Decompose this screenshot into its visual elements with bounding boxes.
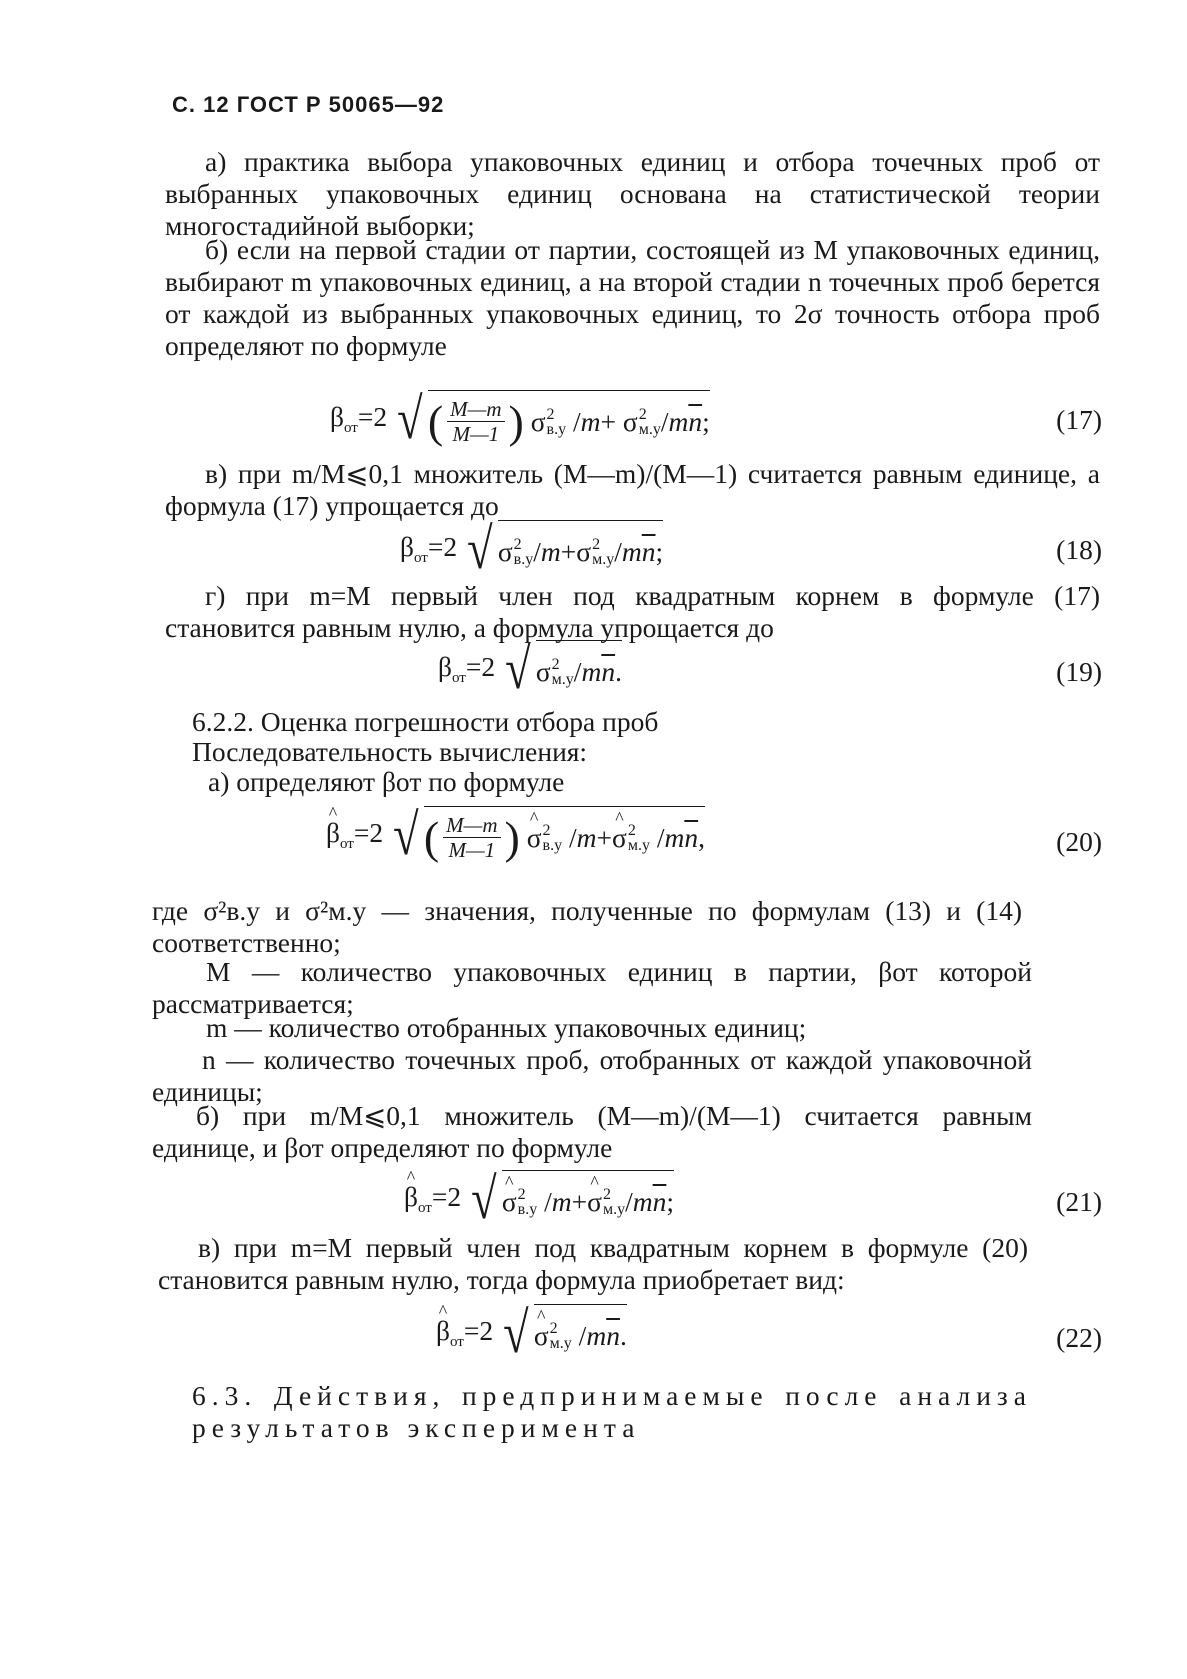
eq-number-19: (19) [1056,656,1102,687]
section-622-v: в) при m=M первый член под квадратным корнем в формуле (20) становится равным нулю, тогда формула приобретает вид: [158,1232,1028,1295]
section-622-sequence: Последовательность вычисления: [192,736,588,767]
page-header: С. 12 ГОСТ Р 50065—92 [172,92,445,117]
where-clause: где σ²в.у и σ²м.у — значения, полученные по формулам (13) и (14) соответственно; [152,895,1022,958]
eq-number-22: (22) [1056,1322,1102,1353]
paragraph-g: г) при m=M первый член под квадратным корнем в формуле (17) становится равным нулю, а формула упрощается до [165,580,1100,643]
paragraph-b: б) если на первой стадии от партии, состоящей из M упаковочных единиц, выбирают m упаковочных единиц, а на второй стадии n точечных проб берется от каждой из выбранных упаковочных единиц, то 2σ точность отбора проб определяют по формуле [165,234,1100,361]
eq-number-17: (17) [1056,404,1102,435]
definition-n: n — количество точечных проб, отобранных от каждой упаковочной единицы; [152,1044,1032,1107]
paragraph-a: а) практика выбора упаковочных единиц и отбора точечных проб от выбранных упаковочных единиц основана на статистической теории многостадийной выборки; [165,146,1100,241]
eq-number-18: (18) [1056,534,1102,565]
definition-M: M — количество упаковочных единиц в партии, βот которой рассматривается; [152,956,1032,1019]
section-622-b: б) при m/M⩽0,1 множитель (M—m)/(M—1) считается равным единице, и βот определяют по формуле [152,1100,1032,1163]
formula-22: ^ $\beta_{от}=2$ √ ^ σ 2 м.у / $m\overline{n}$ . [436,1304,627,1362]
formula-20: ^ $\beta_{от}=2$ √ ( $\frac{M—m}{M—1}$ ) ^ σ 2 в.у / m + ^ σ 2 м.у / $m\overline{n}$ , [326,806,705,864]
section-63-title: 6.3. Действия, предпринимаемые после анализа результатов эксперимента [192,1380,1032,1443]
paragraph-v: в) при m/M⩽0,1 множитель (M—m)/(M—1) считается равным единице, а формула (17) упрощается до [165,458,1100,521]
formula-18: $\beta_{от}=2$ √ σ 2 в.у / m +σ 2 м.у / $m\overline{n}$ ; [400,516,664,581]
section-622-a: а) определяют βот по формуле [208,766,565,797]
formula-19: $\beta_{от}=2$ √ σ 2 м.у / $m\overline{n}$ . [438,636,622,701]
eq-number-20: (20) [1056,826,1102,857]
formula-21: ^ $\beta_{от}=2$ √ ^ σ 2 в.у / m + ^ σ 2 м.у / $m\overline{n}$ ; [404,1170,674,1228]
formula-17: $\beta_{от}=2$ √ ( $\frac{M—m}{M—1}$ ) σ 2 в.у / m + σ 2 м.у / $m\overline{n}$ ; [330,386,710,451]
section-622-title: 6.2.2. Оценка погрешности отбора проб [192,706,659,737]
eq-number-21: (21) [1056,1186,1102,1217]
definition-m: m — количество отобранных упаковочных единиц; [206,1012,807,1043]
